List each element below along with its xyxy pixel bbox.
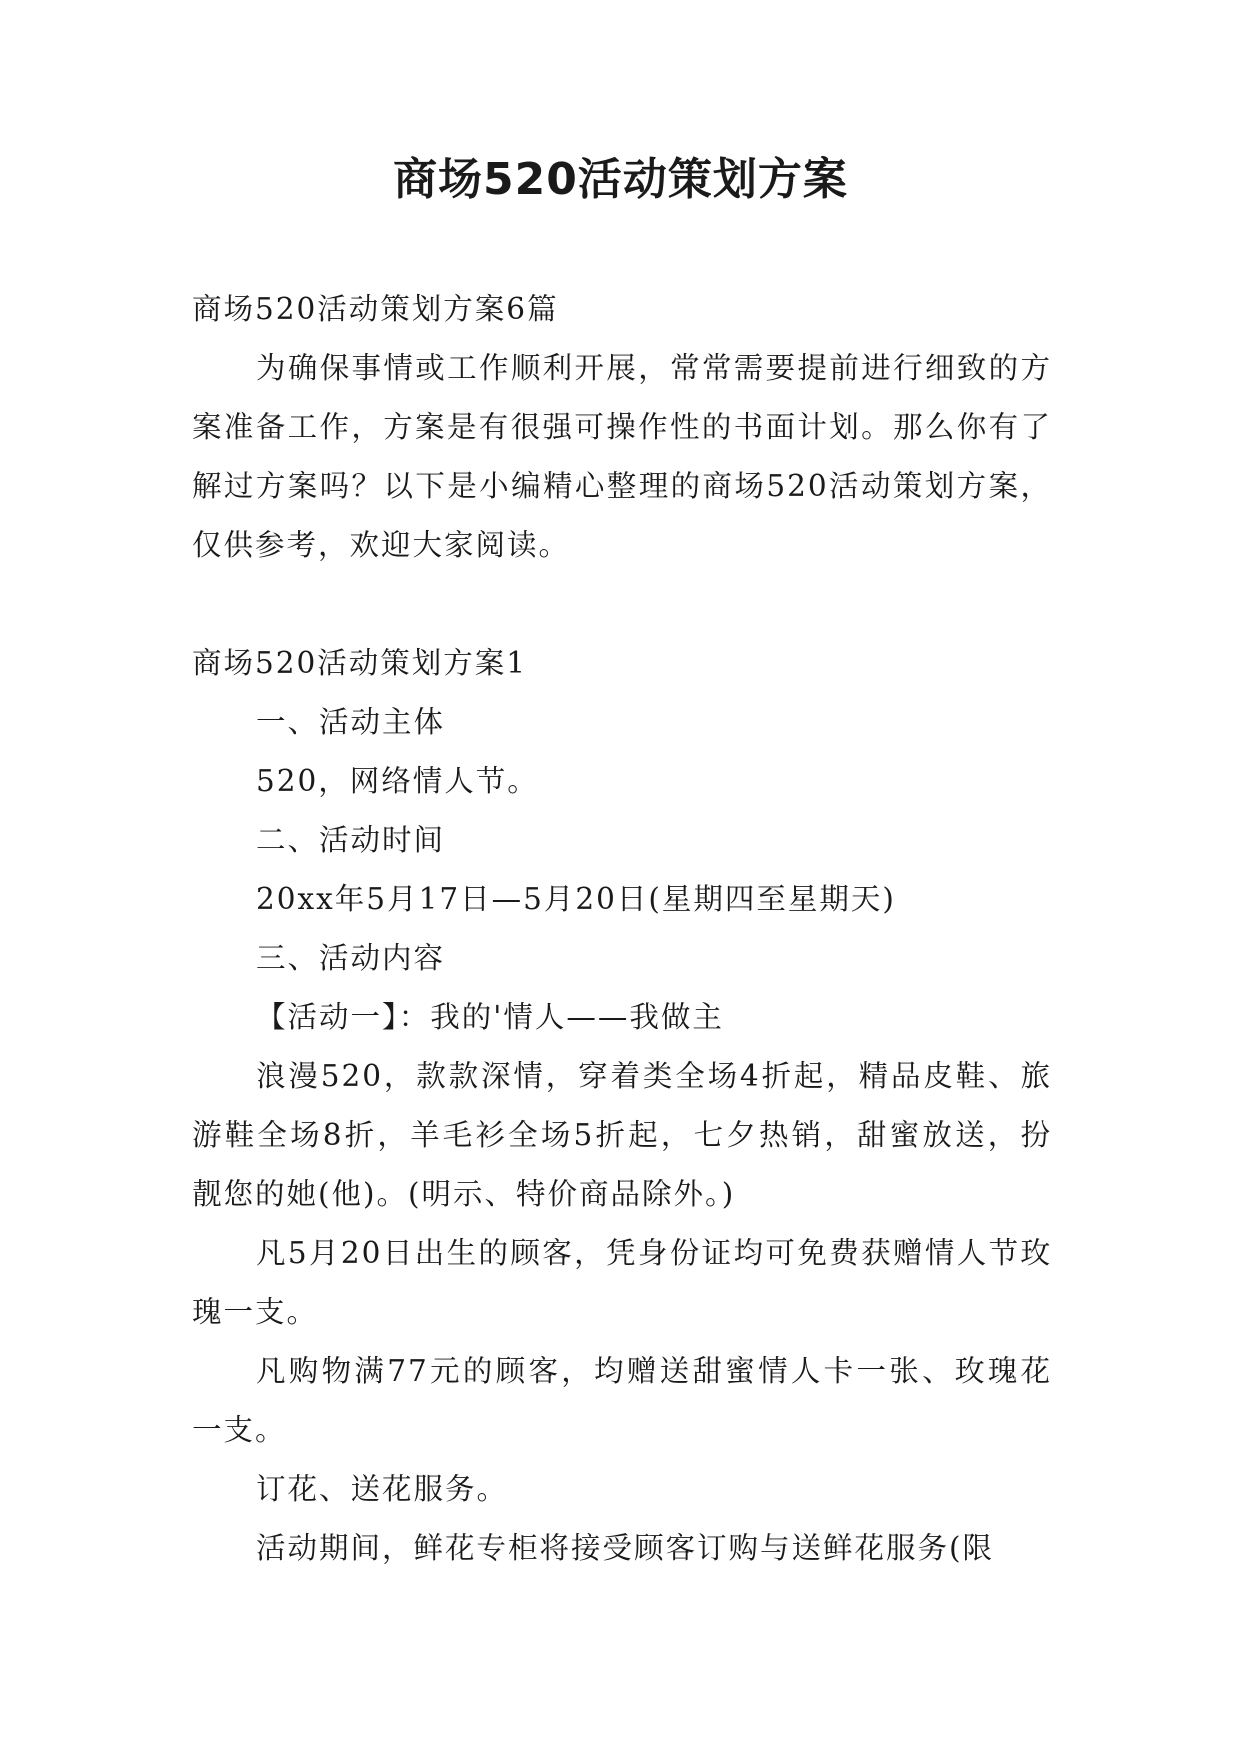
paragraph: 凡5月20日出生的顾客，凭身份证均可免费获赠情人节玫瑰一支。 (192, 1236, 1052, 1329)
paragraph: 订花、送花服务。 (256, 1472, 509, 1506)
item-heading: 一、活动主体 (256, 705, 446, 739)
section-heading: 商场520活动策划方案1 (192, 646, 528, 680)
paragraph-spacer (192, 575, 1052, 634)
paragraph: 520，网络情人节。 (256, 764, 539, 798)
paragraph-intro: 为确保事情或工作顺利开展，常常需要提前进行细致的方案准备工作，方案是有很强可操作性的书面计划。那么你有了解过方案吗？以下是小编精心整理的商场520活动策划方案，仅供参考，欢迎大家阅读。 (192, 351, 1052, 562)
paragraph-subtitle: 商场520活动策划方案6篇 (192, 292, 559, 326)
paragraph: 活动期间，鲜花专柜将接受顾客订购与送鲜花服务(限 (256, 1531, 995, 1565)
paragraph: 浪漫520，款款深情，穿着类全场4折起，精品皮鞋、旅游鞋全场8折，羊毛衫全场5折起，七夕热销，甜蜜放送，扮靓您的她(他)。(明示、特价商品除外。) (192, 1059, 1052, 1211)
paragraph: 凡购物满77元的顾客，均赠送甜蜜情人卡一张、玫瑰花一支。 (192, 1354, 1052, 1447)
document-title: 商场520活动策划方案 (393, 154, 848, 205)
paragraph: 20xx年5月17日—5月20日(星期四至星期天) (256, 882, 896, 916)
item-heading: 三、活动内容 (256, 941, 446, 975)
item-heading: 二、活动时间 (256, 823, 446, 857)
activity-heading: 【活动一】：我的'情人——我做主 (256, 1000, 724, 1034)
document-body (192, 280, 1052, 1578)
